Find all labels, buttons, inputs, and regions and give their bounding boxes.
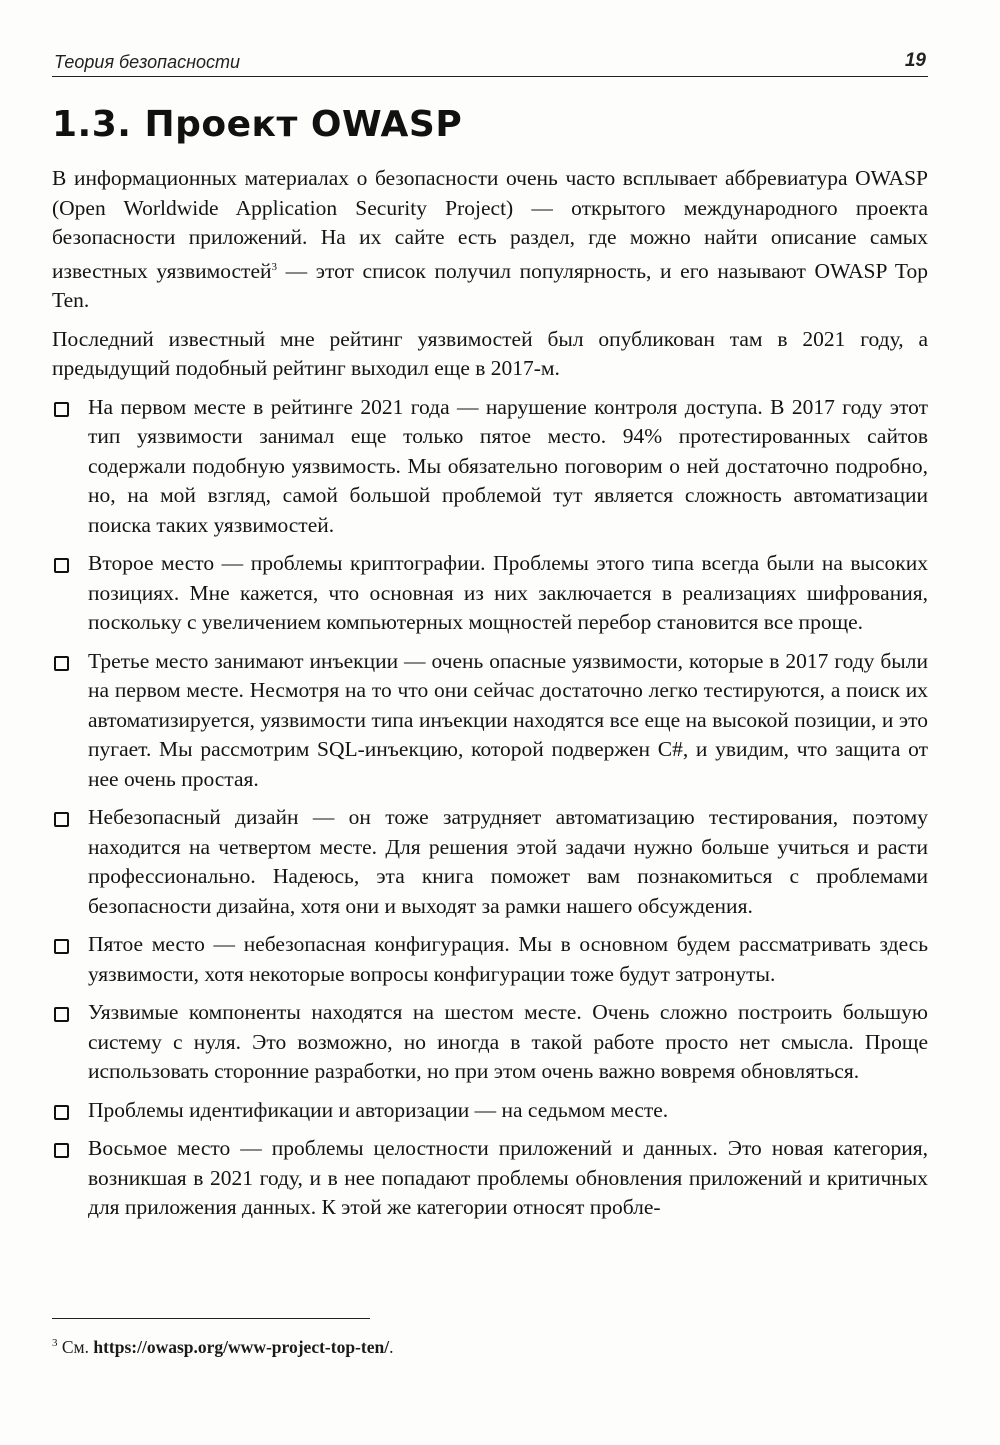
checkbox-bullet-icon xyxy=(54,939,69,954)
list-item xyxy=(52,647,928,795)
checkbox-bullet-icon xyxy=(54,1143,69,1158)
list-item-text: Третье место занимают инъекции — очень опасные уязвимости, которые в 2017 году были на первом месте. Несмотря на то что они сейчас достаточно легко тестируются, а поиск их автоматизируется, уязвимости типа инъекции находятся все еще на высокой позиции, и это пугает. Мы рассмотрим SQL-инъекцию, которой подвержен C#, и увидим, что защита от нее очень простая. xyxy=(88,648,928,791)
list-item xyxy=(52,1134,928,1223)
checkbox-bullet-icon xyxy=(54,656,69,671)
list-item xyxy=(52,393,928,541)
paragraph-intro xyxy=(52,164,928,316)
running-header xyxy=(52,50,928,77)
footnote-reference[interactable]: 3 xyxy=(271,260,277,273)
list-item xyxy=(52,803,928,921)
list-item-text: Небезопасный дизайн — он тоже затрудняет автоматизацию тестирования, поэтому находится на четвертом месте. Для решения этой задачи нужно больше учиться и расти профессионально. Надеюсь, эта книга поможет вам познакомиться с проблемами безопасности дизайна, хотя они и выходят за рамки нашего обсуждения. xyxy=(88,805,928,918)
checkbox-bullet-icon xyxy=(54,402,69,417)
paragraph-intro-after: — этот список получил популярность, и его называют OWASP Top Ten. xyxy=(52,258,928,313)
footnote-number: 3 xyxy=(52,1337,58,1350)
vulnerability-list xyxy=(52,393,928,1223)
body-text xyxy=(52,164,928,1232)
list-item-text: На первом месте в рейтинге 2021 года — нарушение контроля доступа. В 2017 году этот тип уязвимости занимал еще только пятое место. 94% протестированных сайтов содержали подобную уязвимость. Мы обязательно поговорим о ней достаточно подробно, но, на мой взгляд, самой большой проблемой тут является сложность автоматизации поиска таких уязвимостей. xyxy=(88,394,928,537)
checkbox-bullet-icon xyxy=(54,1105,69,1120)
list-item xyxy=(52,930,928,989)
list-item-text: Пятое место — небезопасная конфигурация. Мы в основном будем рассматривать здесь уязвимости, хотя некоторые вопросы конфигурации тоже будут затронуты. xyxy=(88,932,928,986)
running-header-title: Теория безопасности xyxy=(54,52,241,72)
list-item xyxy=(52,1096,928,1126)
checkbox-bullet-icon xyxy=(54,558,69,573)
list-item-text: Уязвимые компоненты находятся на шестом месте. Очень сложно построить большую систему с нуля. Это возможно, но иногда в такой работе просто нет смысла. Проще использовать сторонние разработки, но при этом очень важно вовремя обновляться. xyxy=(88,1000,928,1084)
checkbox-bullet-icon xyxy=(54,1007,69,1022)
list-item xyxy=(52,549,928,638)
section-title: 1.3. Проект OWASP xyxy=(52,104,463,145)
paragraph-rating: Последний известный мне рейтинг уязвимостей был опубликован там в 2021 году, а предыдущий подобный рейтинг выходил еще в 2017-м. xyxy=(52,326,928,381)
page-number: 19 xyxy=(904,50,926,71)
list-item-text: Второе место — проблемы криптографии. Проблемы этого типа всегда были на высоких позициях. Мне кажется, что основная из них заключается в реализациях шифрования, поскольку с увеличением компьютерных мощностей перебор становится все проще. xyxy=(88,551,928,635)
paragraph-intro-before: В информационных материалах о безопасности очень часто всплывает аббревиатура OWASP (Open Worldwide Application Security Project) — открытого международного проекта безопасности приложений. На их сайте есть раздел, где можно найти описание самых известных уязвимостей xyxy=(52,166,928,283)
checkbox-bullet-icon xyxy=(54,812,69,827)
list-item-text: Восьмое место — проблемы целостности приложений и данных. Это новая категория, возникшая в 2021 году, и в нее попадают проблемы обновления приложений и критичных для приложения данных. К этой же категории относят пробле- xyxy=(88,1136,928,1220)
list-item xyxy=(52,998,928,1087)
footnote-suffix: . xyxy=(389,1337,394,1357)
footnote xyxy=(52,1337,393,1358)
footnote-prefix: См. xyxy=(57,1337,94,1357)
footnote-url-link[interactable]: https://owasp.org/www-project-top-ten/ xyxy=(93,1337,390,1357)
footnote-divider xyxy=(52,1318,370,1319)
list-item-text: Проблемы идентификации и авторизации — на седьмом месте. xyxy=(88,1097,669,1122)
